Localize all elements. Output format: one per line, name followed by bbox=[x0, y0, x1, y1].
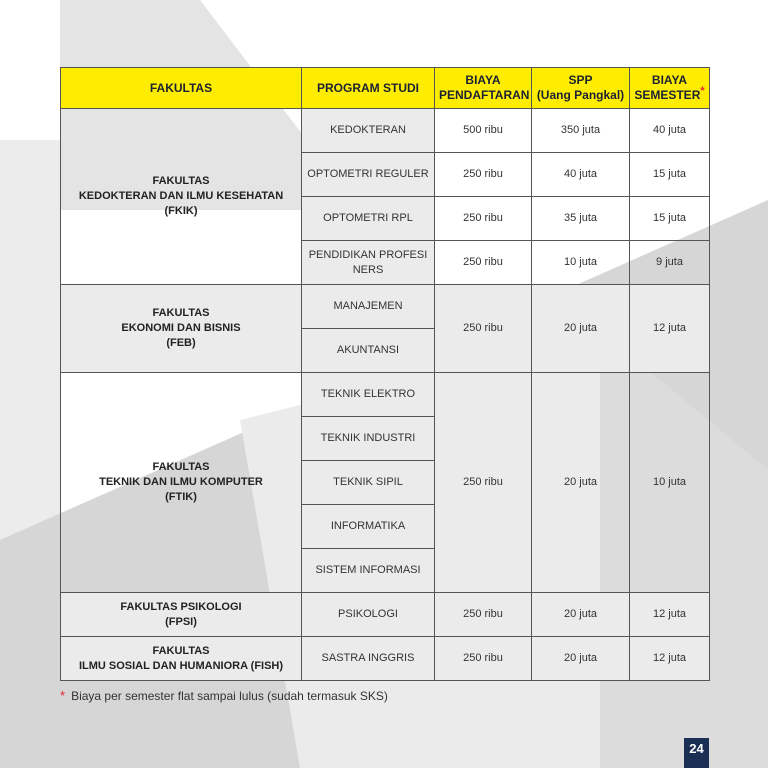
header-fakultas: FAKULTAS bbox=[61, 68, 302, 109]
biaya-pendaftaran-cell: 250 ribu bbox=[435, 373, 532, 593]
table-row bbox=[61, 637, 710, 681]
biaya-semester-cell: 12 juta bbox=[630, 285, 710, 373]
faculty-fkik: FAKULTAS KEDOKTERAN DAN ILMU KESEHATAN (FKIK) bbox=[61, 109, 302, 285]
program-name: MANAJEMEN bbox=[302, 285, 435, 329]
footnote-marker: * bbox=[60, 688, 66, 703]
program-name: PSIKOLOGI bbox=[302, 593, 435, 637]
biaya-pendaftaran-cell: 250 ribu bbox=[435, 153, 532, 197]
program-name: OPTOMETRI RPL bbox=[302, 197, 435, 241]
biaya-pendaftaran-cell: 250 ribu bbox=[435, 593, 532, 637]
footnote-text: Biaya per semester flat sampai lulus (sudah termasuk SKS) bbox=[71, 689, 388, 703]
biaya-pendaftaran-cell: 500 ribu bbox=[435, 109, 532, 153]
biaya-pendaftaran-cell: 250 ribu bbox=[435, 197, 532, 241]
biaya-semester-cell: 10 juta bbox=[630, 373, 710, 593]
table-row bbox=[61, 593, 710, 637]
program-name: SISTEM INFORMASI bbox=[302, 549, 435, 593]
spp-cell: 20 juta bbox=[532, 637, 630, 681]
table-row bbox=[61, 373, 710, 417]
table-row bbox=[61, 109, 710, 153]
table-row bbox=[61, 285, 710, 329]
header-program-studi: PROGRAM STUDI bbox=[302, 68, 435, 109]
spp-cell: 10 juta bbox=[532, 241, 630, 285]
biaya-semester-cell: 12 juta bbox=[630, 637, 710, 681]
spp-cell: 40 juta bbox=[532, 153, 630, 197]
faculty-ftik: FAKULTAS TEKNIK DAN ILMU KOMPUTER (FTIK) bbox=[61, 373, 302, 593]
biaya-semester-cell: 12 juta bbox=[630, 593, 710, 637]
spp-cell: 20 juta bbox=[532, 285, 630, 373]
spp-cell: 20 juta bbox=[532, 593, 630, 637]
asterisk-marker: * bbox=[700, 84, 705, 97]
biaya-pendaftaran-cell: 250 ribu bbox=[435, 241, 532, 285]
biaya-pendaftaran-cell: 250 ribu bbox=[435, 637, 532, 681]
program-name: AKUNTANSI bbox=[302, 329, 435, 373]
page-number-badge bbox=[684, 738, 709, 768]
biaya-pendaftaran-cell: 250 ribu bbox=[435, 285, 532, 373]
spp-cell: 20 juta bbox=[532, 373, 630, 593]
footnote bbox=[60, 688, 388, 703]
program-name: TEKNIK INDUSTRI bbox=[302, 417, 435, 461]
spp-cell: 350 juta bbox=[532, 109, 630, 153]
header-biaya-pendaftaran: BIAYA PENDAFTARAN bbox=[435, 68, 532, 109]
program-name: KEDOKTERAN bbox=[302, 109, 435, 153]
program-name: TEKNIK SIPIL bbox=[302, 461, 435, 505]
program-name: TEKNIK ELEKTRO bbox=[302, 373, 435, 417]
header-row bbox=[61, 68, 710, 109]
program-name: INFORMATIKA bbox=[302, 505, 435, 549]
page-number: 24 bbox=[689, 741, 704, 756]
program-name: SASTRA INGGRIS bbox=[302, 637, 435, 681]
header-spp: SPP (Uang Pangkal) bbox=[532, 68, 630, 109]
header-biaya-semester: BIAYA SEMESTER* bbox=[630, 68, 710, 109]
biaya-semester-cell: 9 juta bbox=[630, 241, 710, 285]
biaya-semester-cell: 40 juta bbox=[630, 109, 710, 153]
program-name: PENDIDIKAN PROFESI NERS bbox=[302, 241, 435, 285]
faculty-fish: FAKULTAS ILMU SOSIAL DAN HUMANIORA (FISH) bbox=[61, 637, 302, 681]
faculty-feb: FAKULTAS EKONOMI DAN BISNIS (FEB) bbox=[61, 285, 302, 373]
biaya-semester-cell: 15 juta bbox=[630, 153, 710, 197]
fee-table bbox=[60, 67, 710, 681]
program-name: OPTOMETRI REGULER bbox=[302, 153, 435, 197]
spp-cell: 35 juta bbox=[532, 197, 630, 241]
faculty-fpsi: FAKULTAS PSIKOLOGI (FPSI) bbox=[61, 593, 302, 637]
biaya-semester-cell: 15 juta bbox=[630, 197, 710, 241]
